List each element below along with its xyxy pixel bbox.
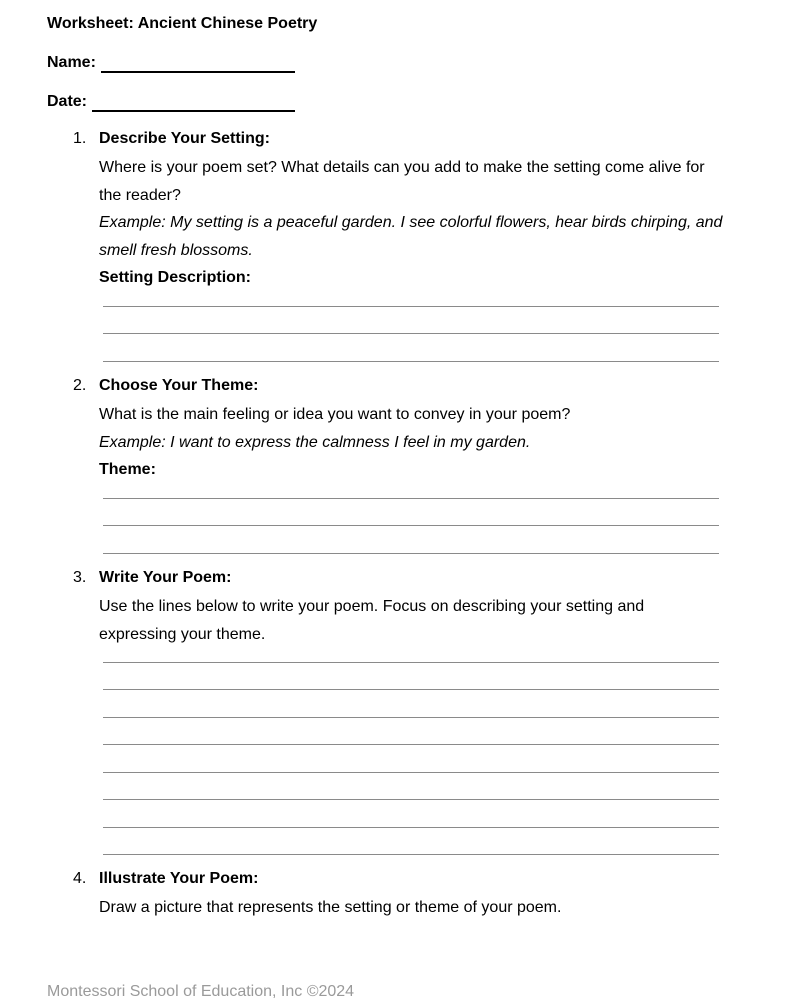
writing-line[interactable] — [103, 827, 719, 828]
name-field — [47, 53, 295, 73]
writing-line[interactable] — [103, 333, 719, 334]
writing-line[interactable] — [103, 799, 719, 800]
writing-line[interactable] — [103, 306, 719, 307]
footer-copyright: Montessori School of Education, Inc ©2024 — [47, 983, 355, 1000]
date-blank[interactable] — [92, 96, 295, 112]
answer-label: Theme: — [99, 461, 156, 478]
date-label: Date: — [47, 93, 88, 110]
section-number: 1. — [73, 130, 87, 147]
section-prompt: Where is your poem set? What details can you add to make the setting come alive for the reader? — [99, 159, 705, 204]
writing-line[interactable] — [103, 361, 719, 362]
section-example: Example: My setting is a peaceful garden. I see colorful flowers, hear birds chirping, and smell fresh blossoms. — [99, 214, 723, 259]
writing-line[interactable] — [103, 772, 719, 773]
section-number: 2. — [73, 377, 87, 394]
writing-line[interactable] — [103, 553, 719, 554]
writing-line[interactable] — [103, 854, 719, 855]
section-heading: Choose Your Theme: — [99, 377, 259, 394]
writing-line[interactable] — [103, 662, 719, 663]
section-number: 3. — [73, 569, 87, 586]
writing-line[interactable] — [103, 525, 719, 526]
date-field — [47, 92, 295, 112]
section-prompt: Use the lines below to write your poem. Focus on describing your setting and expressing your theme. — [99, 598, 645, 643]
writing-line[interactable] — [103, 717, 719, 718]
section-prompt: What is the main feeling or idea you want to convey in your poem? — [99, 406, 571, 423]
section-number: 4. — [73, 870, 87, 887]
worksheet-title: Worksheet: Ancient Chinese Poetry — [47, 15, 318, 32]
section-heading: Write Your Poem: — [99, 569, 232, 586]
name-blank[interactable] — [101, 57, 295, 73]
answer-label: Setting Description: — [99, 269, 252, 286]
writing-line[interactable] — [103, 689, 719, 690]
section-example: Example: I want to express the calmness I feel in my garden. — [99, 433, 531, 451]
name-label: Name: — [47, 54, 96, 71]
section-heading: Illustrate Your Poem: — [99, 870, 259, 887]
writing-line[interactable] — [103, 498, 719, 499]
writing-line[interactable] — [103, 744, 719, 745]
section-heading: Describe Your Setting: — [99, 130, 270, 147]
section-prompt: Draw a picture that represents the setting or theme of your poem. — [99, 899, 562, 916]
